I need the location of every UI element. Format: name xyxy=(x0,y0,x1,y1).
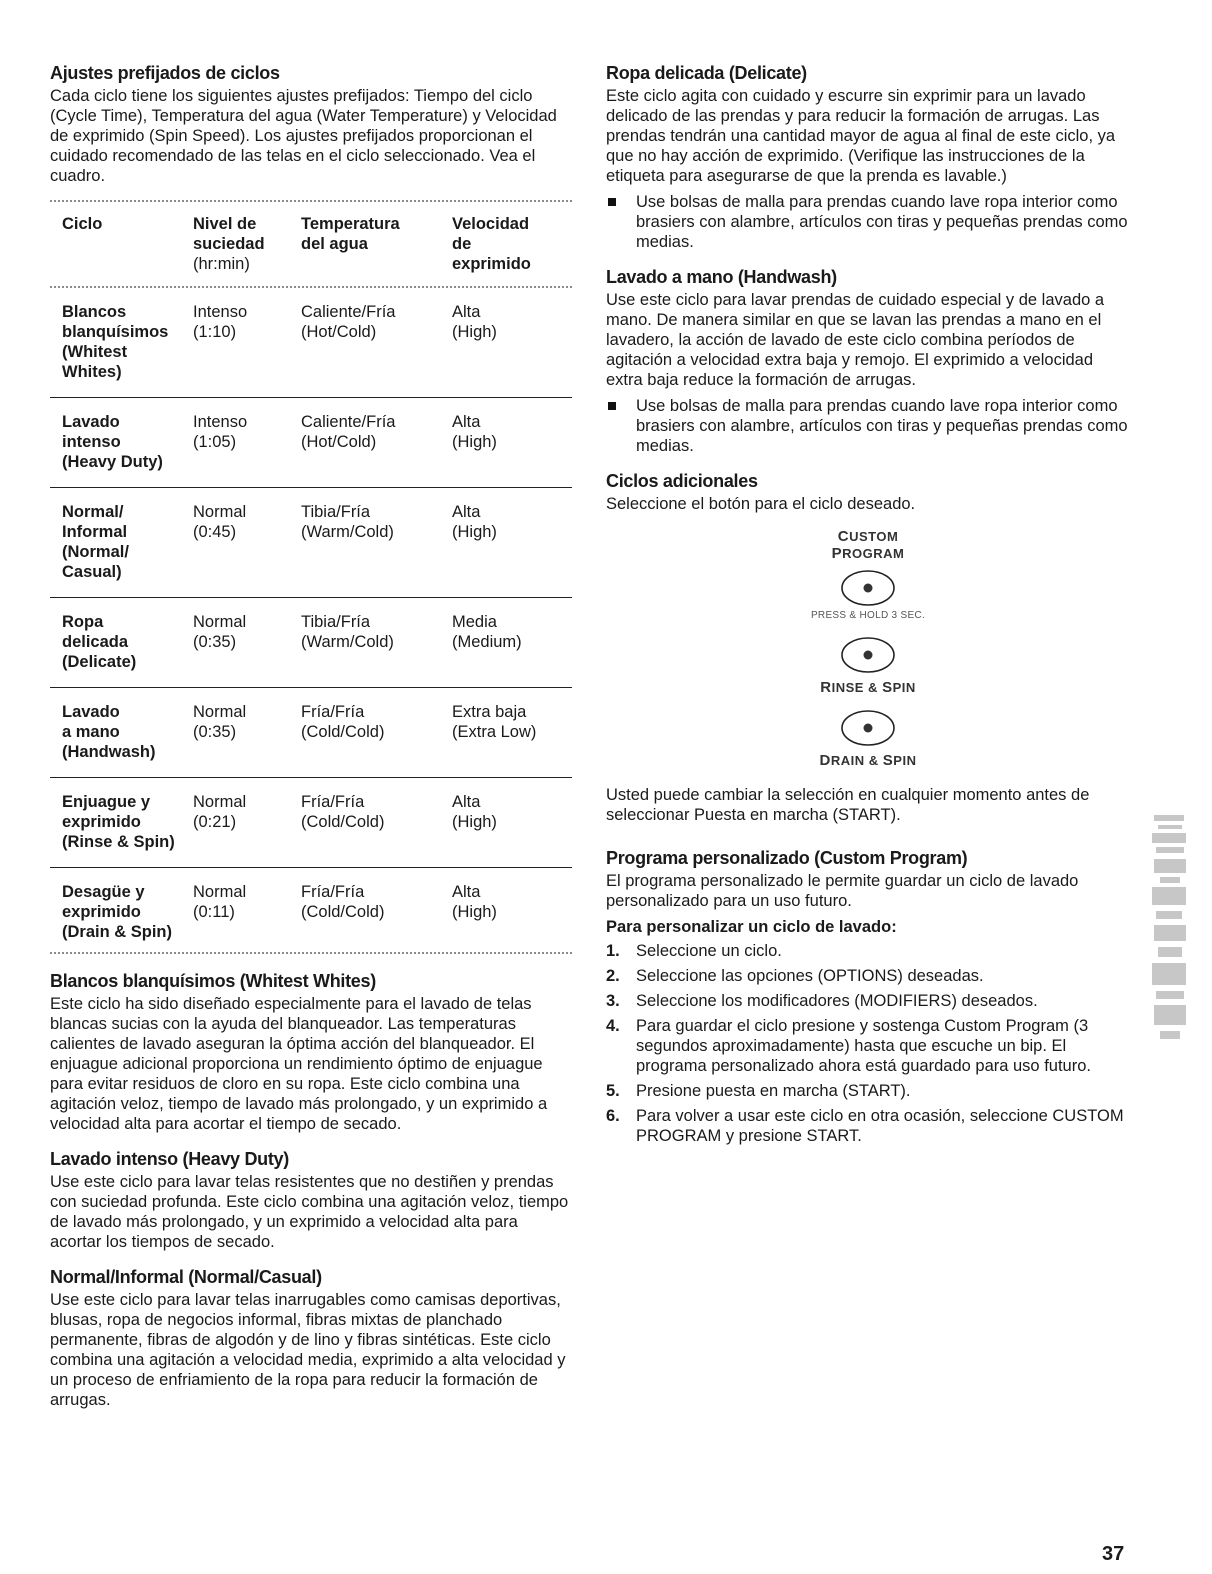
additional-section xyxy=(606,470,1130,514)
step-text: Presione puesta en marcha (START). xyxy=(636,1082,911,1100)
step-number: 3. xyxy=(606,992,620,1010)
step-text: Para volver a usar este ciclo en otra ocasión, seleccione CUSTOM PROGRAM y presione START. xyxy=(636,1107,1124,1145)
cell-temp: Caliente/Fría (Hot/Cold) xyxy=(301,303,396,341)
whitest-title: Blancos blanquísimos (Whitest Whites) xyxy=(50,971,376,991)
step-number: 6. xyxy=(606,1107,620,1125)
table-body xyxy=(50,288,572,952)
cell-temp: Fría/Fría (Cold/Cold) xyxy=(301,883,385,921)
list-item xyxy=(606,1081,1130,1101)
cell-spin: Alta (High) xyxy=(452,883,497,921)
list-item xyxy=(606,1106,1130,1146)
cell-spin: Alta (High) xyxy=(452,413,497,451)
cell-soil: Normal (0:45) xyxy=(193,503,247,541)
table-bottom-rule xyxy=(50,952,572,954)
control-panel-illustration xyxy=(606,528,1130,769)
custom-program-label: CUSTOM PROGRAM xyxy=(831,528,905,562)
table-header-row xyxy=(50,202,572,286)
left-column xyxy=(50,62,572,1424)
rinse-spin-label: RINSE & SPIN xyxy=(820,679,916,696)
heavy-body: Use este ciclo para lavar telas resistentes que no destiñen y prendas con suciedad profunda. Este ciclo combina una agitación veloz, tiempo de lavado más prolongado, y un exprimido a velocidad alta para acortar los tiempos de secado. xyxy=(50,1173,569,1251)
custom-program-section xyxy=(606,847,1130,1146)
whitest-body: Este ciclo ha sido diseñado especialmente para el lavado de telas blancas sucias con la ayuda del blanqueador. Las temperaturas calientes de lavado aseguran la óptima acción del blanqueador. El enjuague adicional proporciona un rendimiento óptimo de enjuague para evitar residuos de cloro en su ropa. Este ciclo combina una agitación veloz, tiempo de lavado más prolongado, y un exprimido a velocidad alta para acortar el tiempo de secado. xyxy=(50,995,548,1133)
delicate-body: Este ciclo agita con cuidado y escurre sin exprimir para un lavado delicado de las prendas y para reducir la formación de arrugas. Las prendas tendrán una cantidad mayor de agua al final de este ciclo, ya que no hay acción de exprimido. (Verifique las instrucciones de la etiqueta para asegurarse de que la prenda es lavable.) xyxy=(606,87,1116,185)
cell-cycle: Ropa delicada (Delicate) xyxy=(62,613,137,671)
step-text: Para guardar el ciclo presione y sostenga Custom Program (3 segundos aproximadamente) hasta que escuche un bip. El programa personalizado ahora está guardado para uso futuro. xyxy=(636,1017,1091,1075)
header-cycle: Ciclo xyxy=(62,215,103,233)
heavy-title: Lavado intenso (Heavy Duty) xyxy=(50,1149,289,1169)
cell-soil: Normal (0:35) xyxy=(193,613,247,651)
cell-spin: Extra baja (Extra Low) xyxy=(452,703,537,741)
step-text: Seleccione los modificadores (MODIFIERS) deseados. xyxy=(636,992,1038,1010)
step-number: 4. xyxy=(606,1017,620,1035)
handwash-section xyxy=(606,266,1130,456)
cell-spin: Alta (High) xyxy=(452,793,497,831)
table-row xyxy=(50,598,572,688)
header-temp: Temperatura del agua xyxy=(301,215,400,253)
table-row xyxy=(50,488,572,598)
delicate-section xyxy=(606,62,1130,252)
table-row xyxy=(50,398,572,488)
list-item: Use bolsas de malla para prendas cuando lave ropa interior como brasiers con alambre, artículos con tiras y pequeñas prendas como medias. xyxy=(606,396,1130,456)
right-column xyxy=(606,62,1130,1151)
step-text: Seleccione las opciones (OPTIONS) deseadas. xyxy=(636,967,984,985)
cycle-table xyxy=(50,200,572,954)
normal-title: Normal/Informal (Normal/Casual) xyxy=(50,1267,322,1287)
cell-soil: Normal (0:21) xyxy=(193,793,247,831)
cell-cycle: Normal/ Informal (Normal/ Casual) xyxy=(62,503,129,581)
list-item xyxy=(606,1016,1130,1076)
drain-spin-button-icon xyxy=(838,708,898,748)
cell-spin: Alta (High) xyxy=(452,303,497,341)
cell-cycle: Enjuague y exprimido (Rinse & Spin) xyxy=(62,793,175,851)
rinse-spin-button-icon xyxy=(838,635,898,675)
custom-program-button-icon xyxy=(838,568,898,608)
cell-cycle: Desagüe y exprimido (Drain & Spin) xyxy=(62,883,172,941)
list-item: Use bolsas de malla para prendas cuando lave ropa interior como brasiers con alambre, artículos con tiras y pequeñas prendas como medias. xyxy=(606,192,1130,252)
whitest-section xyxy=(50,970,572,1134)
cell-temp: Caliente/Fría (Hot/Cold) xyxy=(301,413,396,451)
step-number: 1. xyxy=(606,942,620,960)
square-bullet-icon xyxy=(608,402,616,410)
square-bullet-icon xyxy=(608,198,616,206)
table-row xyxy=(50,778,572,868)
cell-soil: Normal (0:35) xyxy=(193,703,247,741)
cell-temp: Fría/Fría (Cold/Cold) xyxy=(301,703,385,741)
press-hold-label: PRESS & HOLD 3 SEC. xyxy=(810,610,926,621)
list-item xyxy=(606,966,1130,986)
table-row xyxy=(50,288,572,398)
spanish-language-tab-icon xyxy=(1150,815,1190,1055)
step-text: Seleccione un ciclo. xyxy=(636,942,782,960)
cell-soil: Normal (0:11) xyxy=(193,883,247,921)
cell-temp: Tibia/Fría (Warm/Cold) xyxy=(301,503,394,541)
presets-title: Ajustes prefijados de ciclos xyxy=(50,63,280,83)
custom-program-title: Programa personalizado (Custom Program) xyxy=(606,848,968,868)
additional-title: Ciclos adicionales xyxy=(606,471,758,491)
cell-spin: Media (Medium) xyxy=(452,613,522,651)
handwash-title: Lavado a mano (Handwash) xyxy=(606,267,837,287)
presets-section xyxy=(50,62,572,186)
delicate-bullets xyxy=(606,192,1130,252)
normal-section xyxy=(50,1266,572,1410)
header-soil: Nivel de suciedad (hr:min) xyxy=(193,215,265,273)
cell-cycle: Lavado intenso (Heavy Duty) xyxy=(62,413,163,471)
cell-soil: Intenso (1:10) xyxy=(193,303,248,341)
custom-program-subhead: Para personalizar un ciclo de lavado: xyxy=(606,918,897,936)
additional-body: Seleccione el botón para el ciclo deseado. xyxy=(606,495,916,513)
cell-soil: Intenso (1:05) xyxy=(193,413,248,451)
cell-cycle: Lavado a mano (Handwash) xyxy=(62,703,156,761)
delicate-title: Ropa delicada (Delicate) xyxy=(606,63,807,83)
presets-body: Cada ciclo tiene los siguientes ajustes prefijados: Tiempo del ciclo (Cycle Time), Temperatura del agua (Water Temperature) y Velocidad de exprimido (Spin Speed). Los ajustes prefijados proporcionan el cuidado recomendado de las telas en el ciclo seleccionado. Vea el cuadro. xyxy=(50,87,557,185)
cell-cycle: Blancos blanquísimos (Whitest Whites) xyxy=(62,303,169,381)
cell-temp: Fría/Fría (Cold/Cold) xyxy=(301,793,385,831)
page-number: 37 xyxy=(1102,1543,1125,1565)
list-item xyxy=(606,991,1130,1011)
drain-spin-label: DRAIN & SPIN xyxy=(819,752,917,769)
custom-program-body: El programa personalizado le permite guardar un ciclo de lavado personalizado para un uso futuro. xyxy=(606,872,1079,910)
handwash-body: Use este ciclo para lavar prendas de cuidado especial y de lavado a mano. De manera similar en que se lavan las prendas a mano en el lavadero, la acción de lavado de este ciclo combina períodos de agitación a velocidad extra baja y remojo. El exprimido a velocidad extra baja reduce la formación de arrugas. xyxy=(606,291,1105,389)
step-number: 5. xyxy=(606,1082,620,1100)
step-number: 2. xyxy=(606,967,620,985)
change-selection-note: Usted puede cambiar la selección en cualquier momento antes de seleccionar Puesta en marcha (START). xyxy=(606,786,1090,824)
handwash-bullets xyxy=(606,396,1130,456)
heavy-section xyxy=(50,1148,572,1252)
table-row xyxy=(50,868,572,952)
cell-spin: Alta (High) xyxy=(452,503,497,541)
list-item xyxy=(606,941,1130,961)
cell-temp: Tibia/Fría (Warm/Cold) xyxy=(301,613,394,651)
table-row xyxy=(50,688,572,778)
header-spin: Velocidad de exprimido xyxy=(452,215,531,273)
normal-body: Use este ciclo para lavar telas inarrugables como camisas deportivas, blusas, ropa de negocios informal, fibras mixtas de planchado permanente, fibras de algodón y de lino y fibras sintéticas. Este ciclo combina una agitación a velocidad media, exprimido a alta velocidad y un proceso de enfriamiento de la ropa para reducir la formación de arrugas. xyxy=(50,1291,566,1409)
custom-program-steps xyxy=(606,941,1130,1146)
